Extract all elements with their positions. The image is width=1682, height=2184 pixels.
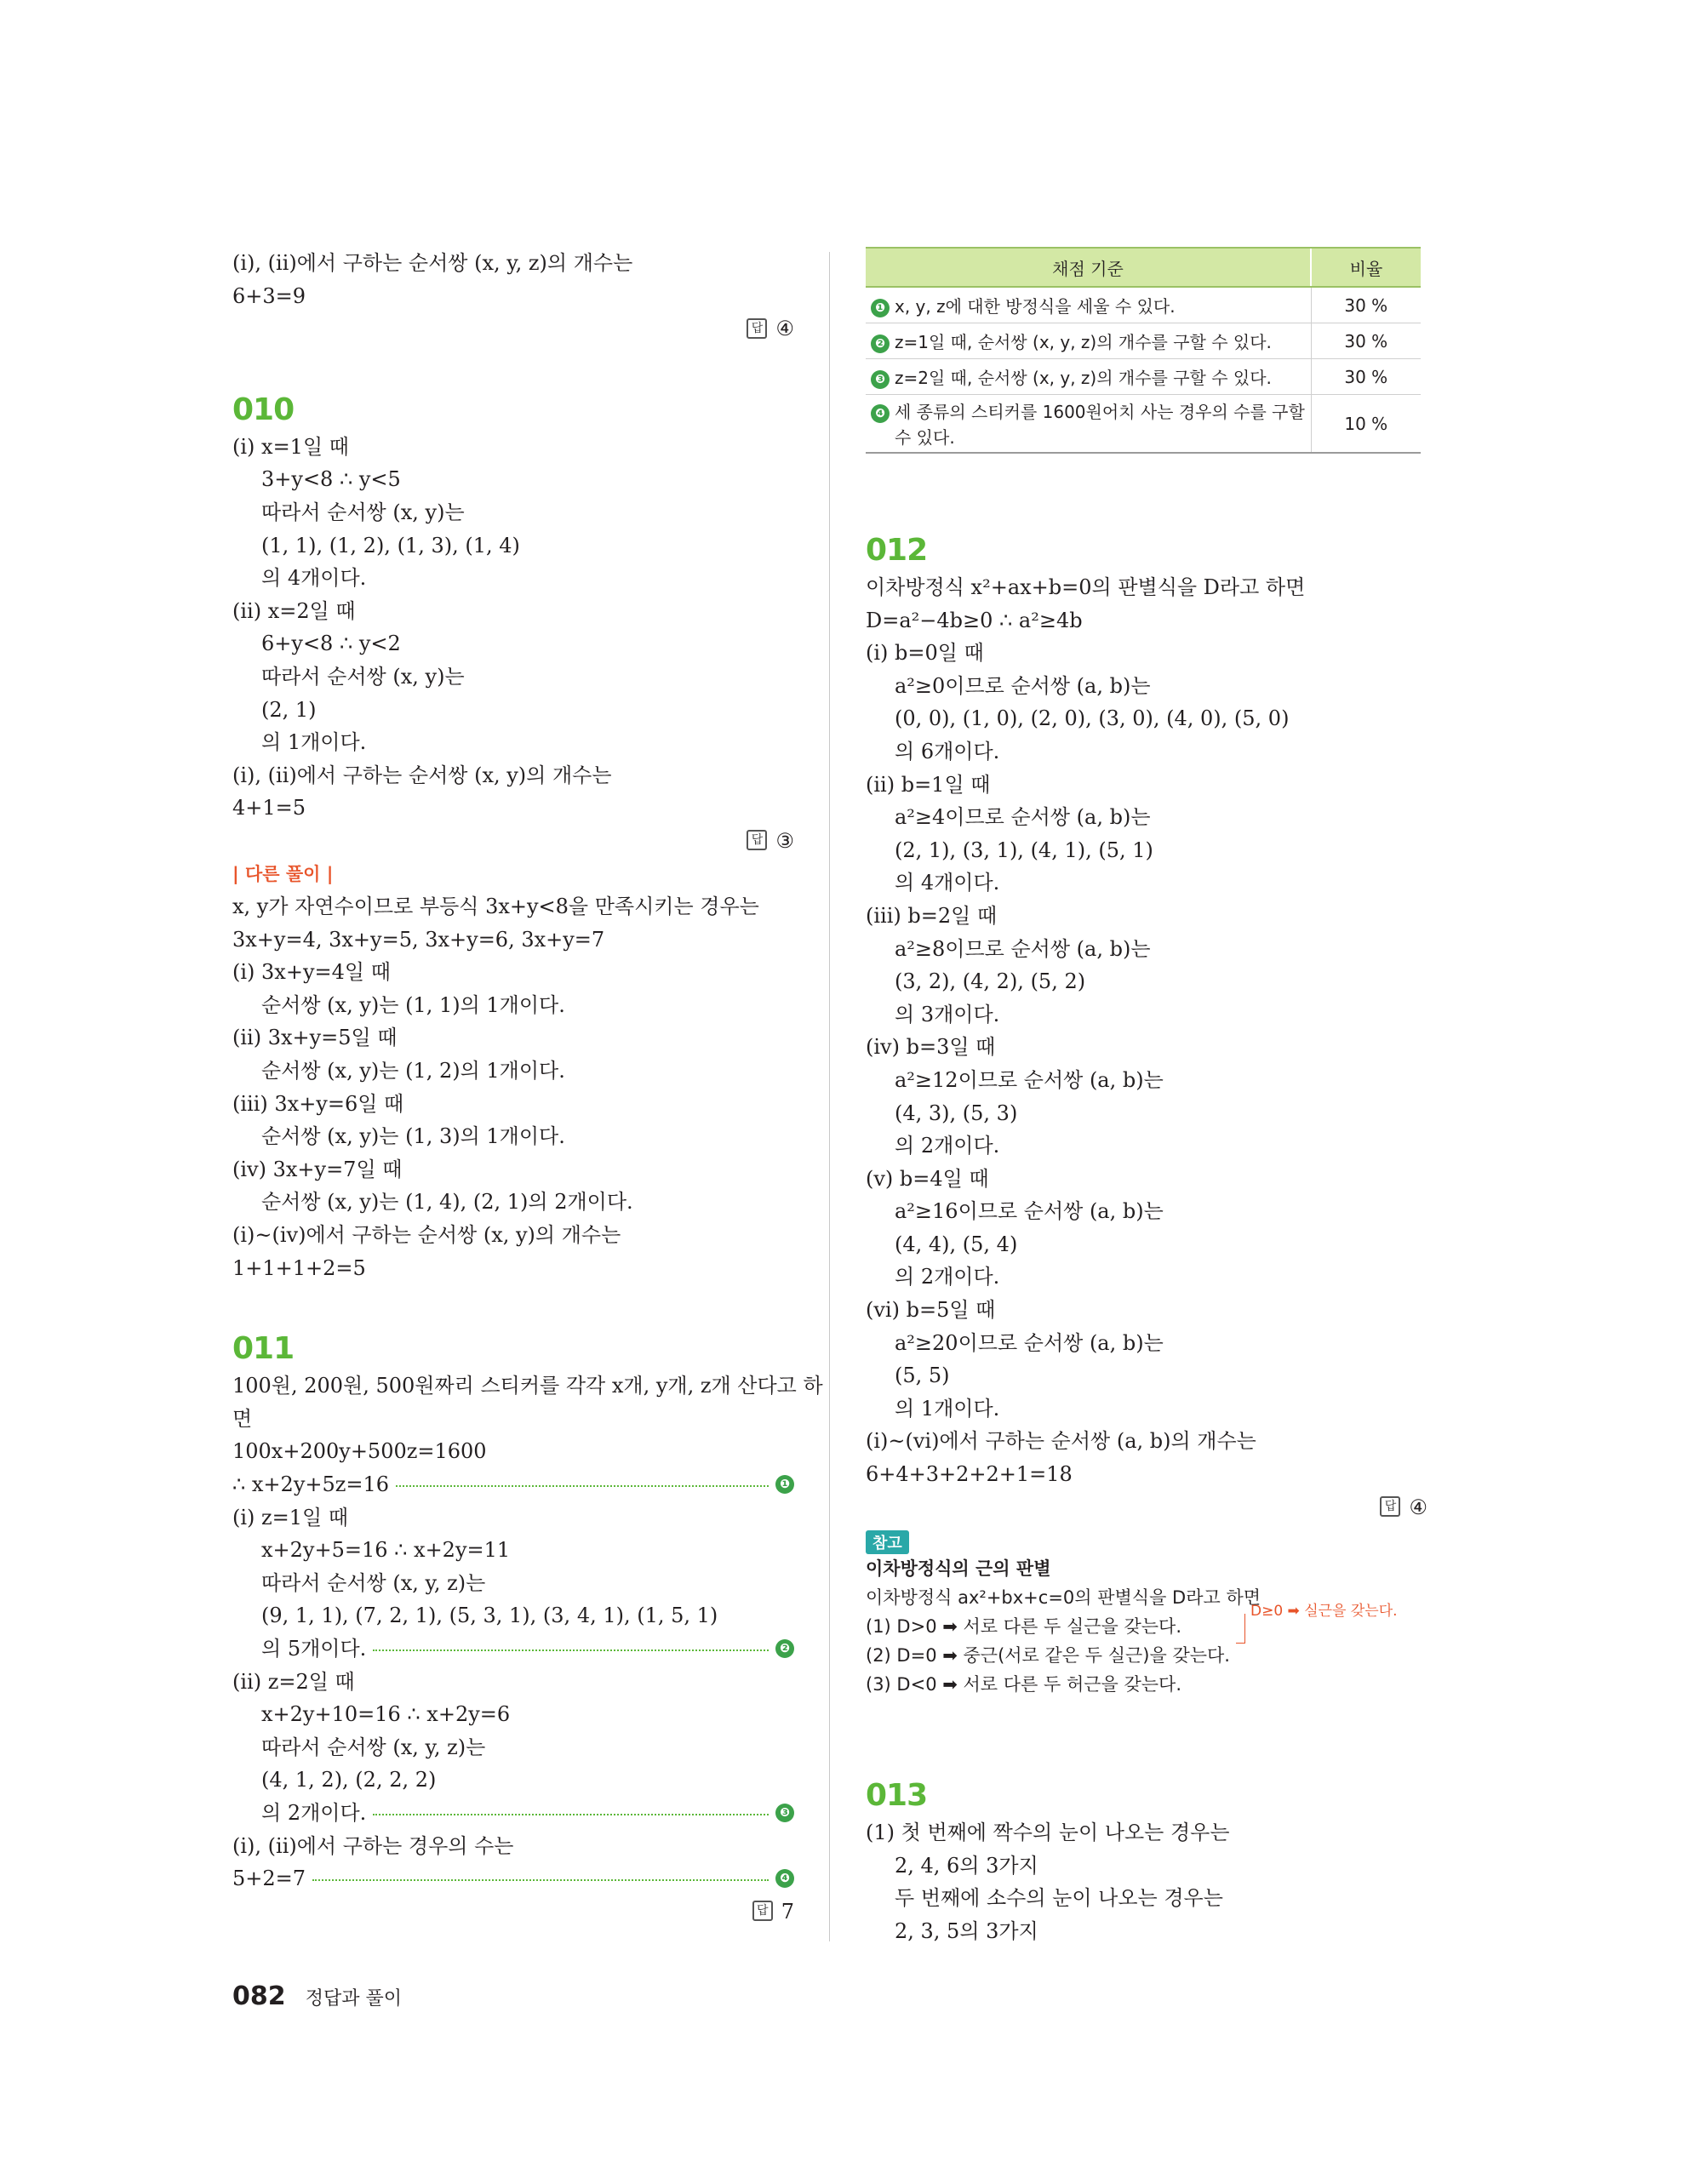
- solution-line: 따라서 순서쌍 (x, y)는: [261, 664, 465, 689]
- step-number-icon: ❷: [871, 334, 890, 353]
- step-number-icon: ❷: [775, 1639, 794, 1658]
- solution-line: [232, 1797, 794, 1830]
- grading-rate: 30 %: [1311, 323, 1421, 359]
- solution-line: 100원, 200원, 500원짜리 스티커를 각각 x개, y개, z개 산다고 하: [232, 1374, 823, 1398]
- grading-rate: 30 %: [1311, 287, 1421, 323]
- solution-line: 의 1개이다.: [261, 730, 367, 755]
- solution-line: (ⅴ) b=4일 때: [866, 1166, 989, 1191]
- grading-header-rate: 비율: [1311, 248, 1421, 287]
- column-divider: [829, 252, 830, 1941]
- solution-line: a²≥12이므로 순서쌍 (a, b)는: [895, 1067, 1164, 1092]
- solution-line-text: 5+2=7: [232, 1867, 306, 1891]
- grading-criteria-text: 세 종류의 스티커를 1600원어치 사는 경우의 수를 구할: [895, 402, 1305, 422]
- solution-line: a²≥20이므로 순서쌍 (a, b)는: [895, 1330, 1164, 1355]
- step-number-icon: ❶: [871, 299, 890, 317]
- solution-line: (ⅱ) x=2일 때: [232, 598, 356, 623]
- answer-value: ④: [775, 317, 794, 341]
- solution-line: 순서쌍 (x, y)는 (1, 3)의 1개이다.: [261, 1124, 565, 1149]
- grading-header-criteria: 채점 기준: [866, 248, 1311, 287]
- solution-line: a²≥4이므로 순서쌍 (a, b)는: [895, 805, 1151, 830]
- grading-table: [866, 247, 1421, 454]
- solution-line: 6+4+3+2+2+1=18: [866, 1462, 1073, 1487]
- solution-line: (ⅰ) b=0일 때: [866, 641, 984, 666]
- solution-line: 의 1개이다.: [895, 1396, 1000, 1421]
- grading-criteria-line: [871, 398, 1306, 424]
- solution-line-text: ∴ x+2y+5z=16: [232, 1472, 390, 1496]
- grading-criteria-text: x, y, z에 대한 방정식을 세울 수 있다.: [895, 295, 1176, 317]
- solution-line: 의 2개이다.: [895, 1134, 1000, 1158]
- answer-box-icon: 답: [747, 830, 767, 850]
- solution-line: 3+y<8 ∴ y<5: [261, 467, 401, 492]
- solution-line: (4, 1, 2), (2, 2, 2): [261, 1768, 437, 1792]
- leader-dots: [373, 1814, 769, 1815]
- solution-line: 6+3=9: [232, 283, 306, 308]
- solution-line-text: 의 2개이다.: [261, 1800, 367, 1825]
- solution-line: 면: [232, 1406, 253, 1431]
- spacer: [232, 346, 794, 390]
- solution-line: 의 4개이다.: [261, 566, 367, 591]
- solution-line: (ⅰ), (ⅱ)에서 구하는 경우의 수는: [232, 1833, 514, 1858]
- solution-line: (ⅰ) z=1일 때: [232, 1505, 349, 1529]
- grading-row: [866, 395, 1421, 454]
- solution-line: 따라서 순서쌍 (x, y, z)는: [261, 1570, 486, 1595]
- answer-box-icon: 답: [752, 1901, 773, 1921]
- solution-line: (0, 0), (1, 0), (2, 0), (3, 0), (4, 0), (5, 0): [895, 706, 1290, 731]
- spacer: [866, 454, 1427, 530]
- grading-criteria-line: [871, 329, 1306, 354]
- problem-number-011: 011: [232, 1331, 295, 1367]
- solution-line: 6+y<8 ∴ y<2: [261, 632, 401, 656]
- leader-dots: [373, 1649, 769, 1651]
- step-number-icon: ❸: [775, 1804, 794, 1822]
- grading-criteria-line: [871, 293, 1306, 318]
- reference-body: [866, 1583, 1427, 1699]
- step-number-icon: ❸: [871, 370, 890, 389]
- solution-line-text: 의 5개이다.: [261, 1636, 367, 1661]
- solution-line: 의 6개이다.: [895, 739, 1000, 763]
- solution-line: 4+1=5: [232, 796, 306, 820]
- solution-line: [232, 1468, 794, 1501]
- answer-line: [232, 825, 794, 858]
- grading-criteria-text: z=1일 때, 순서쌍 (x, y, z)의 개수를 구할 수 있다.: [895, 331, 1272, 352]
- solution-line: (ⅰ), (ⅱ)에서 구하는 순서쌍 (x, y)의 개수는: [232, 763, 612, 787]
- answer-box-icon: 답: [1380, 1496, 1400, 1517]
- grading-row: [866, 323, 1421, 359]
- answer-value: ④: [1409, 1495, 1427, 1519]
- grading-criteria: [866, 287, 1311, 323]
- page-number: 082: [232, 1981, 286, 2011]
- solution-line: x, y가 자연수이므로 부등식 3x+y<8을 만족시키는 경우는: [232, 895, 759, 919]
- solution-line: (ⅰ)~(ⅵ)에서 구하는 순서쌍 (a, b)의 개수는: [866, 1429, 1256, 1454]
- solution-line: 순서쌍 (x, y)는 (1, 2)의 1개이다.: [261, 1059, 565, 1083]
- reference-line: (1) D>0 ➡ 서로 다른 두 실근을 갖는다.: [866, 1616, 1182, 1638]
- grading-criteria-line: [871, 424, 1306, 449]
- alternative-solution-label: | 다른 풀이 |: [232, 863, 334, 884]
- step-number-icon: ❹: [871, 404, 890, 423]
- solution-line: 의 4개이다.: [895, 871, 1000, 895]
- reference-line: 이차방정식 ax²+bx+c=0의 판별식을 D라고 하면: [866, 1587, 1262, 1609]
- solution-line: 3x+y=4, 3x+y=5, 3x+y=6, 3x+y=7: [232, 927, 605, 952]
- reference-line: (2) D=0 ➡ 중근(서로 같은 두 실근)을 갖는다.: [866, 1645, 1230, 1667]
- step-number-icon: ❹: [775, 1869, 794, 1888]
- solution-line: x+2y+5=16 ∴ x+2y=11: [261, 1538, 511, 1563]
- reference-bracket: [1236, 1614, 1245, 1644]
- solution-line: (ⅲ) 3x+y=6일 때: [232, 1091, 404, 1116]
- solution-line: 의 3개이다.: [895, 1002, 1000, 1026]
- solution-line: (ⅰ) 3x+y=4일 때: [232, 960, 391, 985]
- reference-note: [866, 1524, 1427, 1699]
- grading-criteria: [866, 359, 1311, 395]
- solution-line: 2, 4, 6의 3가지: [895, 1853, 1038, 1878]
- grading-rate: 30 %: [1311, 359, 1421, 395]
- solution-line: 의 2개이다.: [895, 1265, 1000, 1289]
- leader-dots: [312, 1879, 769, 1881]
- solution-line: [232, 1632, 794, 1666]
- grading-criteria-text: z=2일 때, 순서쌍 (x, y, z)의 개수를 구할 수 있다.: [895, 367, 1272, 388]
- solution-line: (3, 2), (4, 2), (5, 2): [895, 969, 1086, 994]
- solution-line: 1+1+1+2=5: [232, 1255, 366, 1280]
- solution-line: 이차방정식 x²+ax+b=0의 판별식을 D라고 하면: [866, 575, 1306, 599]
- solution-line: (2, 1), (3, 1), (4, 1), (5, 1): [895, 838, 1153, 862]
- grading-row: [866, 287, 1421, 323]
- answer-value: 7: [781, 1899, 794, 1924]
- solution-line: (ⅰ), (ⅱ)에서 구하는 순서쌍 (x, y, z)의 개수는: [232, 251, 633, 275]
- solution-line: (4, 4), (5, 4): [895, 1232, 1018, 1256]
- grading-criteria: [866, 395, 1311, 454]
- right-column: [866, 247, 1427, 1948]
- page-footer: [232, 1981, 402, 2011]
- solution-line: 순서쌍 (x, y)는 (1, 4), (2, 1)의 2개이다.: [261, 1190, 633, 1215]
- solution-line: (ⅱ) 3x+y=5일 때: [232, 1026, 398, 1050]
- solution-line: (5, 5): [895, 1364, 950, 1388]
- spacer: [866, 1699, 1427, 1775]
- solution-line: a²≥16이므로 순서쌍 (a, b)는: [895, 1199, 1164, 1224]
- solution-line: 두 번째에 소수의 눈이 나오는 경우는: [895, 1886, 1223, 1911]
- solution-line: (ⅵ) b=5일 때: [866, 1298, 996, 1323]
- reference-line: (3) D<0 ➡ 서로 다른 두 허근을 갖는다.: [866, 1674, 1182, 1695]
- problem-number-012: 012: [866, 533, 928, 568]
- grading-criteria-line: [871, 364, 1306, 390]
- solution-line: (ⅱ) z=2일 때: [232, 1669, 355, 1694]
- grading-row: [866, 359, 1421, 395]
- reference-side-note: D≥0 ➡ 실근을 갖는다.: [1250, 1603, 1398, 1621]
- answer-line: [866, 1491, 1427, 1524]
- solution-line: 2, 3, 5의 3가지: [895, 1919, 1038, 1943]
- solution-line: (ⅱ) b=1일 때: [866, 772, 991, 797]
- answer-line: [232, 1895, 794, 1929]
- solution-line: D=a²−4b≥0 ∴ a²≥4b: [866, 608, 1083, 632]
- solution-line: a²≥0이므로 순서쌍 (a, b)는: [895, 673, 1151, 698]
- solution-line: a²≥8이므로 순서쌍 (a, b)는: [895, 936, 1151, 961]
- solution-line: (ⅰ)~(ⅳ)에서 구하는 순서쌍 (x, y)의 개수는: [232, 1223, 621, 1248]
- answer-value: ③: [775, 828, 794, 853]
- problem-number-010: 010: [232, 392, 295, 427]
- solution-line: (ⅲ) b=2일 때: [866, 903, 998, 928]
- problem-number-013: 013: [866, 1778, 928, 1814]
- solution-line: (2, 1): [261, 697, 317, 722]
- solution-line: (ⅳ) 3x+y=7일 때: [232, 1157, 403, 1181]
- solution-line: 순서쌍 (x, y)는 (1, 1)의 1개이다.: [261, 992, 565, 1017]
- solution-line: (1, 1), (1, 2), (1, 3), (1, 4): [261, 533, 520, 557]
- solution-line: 100x+200y+500z=1600: [232, 1439, 487, 1464]
- grading-criteria: [866, 323, 1311, 359]
- page-footer-title: 정답과 풀이: [305, 1988, 402, 2010]
- solution-line: (ⅰ) x=1일 때: [232, 434, 349, 459]
- solution-line: [232, 1862, 794, 1895]
- reference-title: 이차방정식의 근의 판별: [866, 1558, 1051, 1580]
- answer-box-icon: 답: [747, 318, 767, 339]
- grading-criteria-text: 수 있다.: [895, 427, 955, 448]
- solution-line: (4, 3), (5, 3): [895, 1101, 1018, 1125]
- solution-line: 따라서 순서쌍 (x, y, z)는: [261, 1735, 486, 1759]
- leader-dots: [396, 1485, 769, 1487]
- solution-line: x+2y+10=16 ∴ x+2y=6: [261, 1702, 511, 1727]
- solution-line: (ⅳ) b=3일 때: [866, 1035, 996, 1060]
- step-number-icon: ❶: [775, 1475, 794, 1494]
- answer-line: [232, 312, 794, 346]
- left-column: [232, 247, 823, 1928]
- solution-line: (9, 1, 1), (7, 2, 1), (5, 3, 1), (3, 4, 1), (1, 5, 1): [261, 1604, 718, 1628]
- grading-rate: 10 %: [1311, 395, 1421, 454]
- spacer: [232, 1284, 794, 1329]
- reference-badge: 참고: [866, 1530, 909, 1554]
- solution-line: (1) 첫 번째에 짝수의 눈이 나오는 경우는: [866, 1821, 1230, 1845]
- grading-header-row: [866, 248, 1421, 287]
- solution-line: 따라서 순서쌍 (x, y)는: [261, 500, 465, 524]
